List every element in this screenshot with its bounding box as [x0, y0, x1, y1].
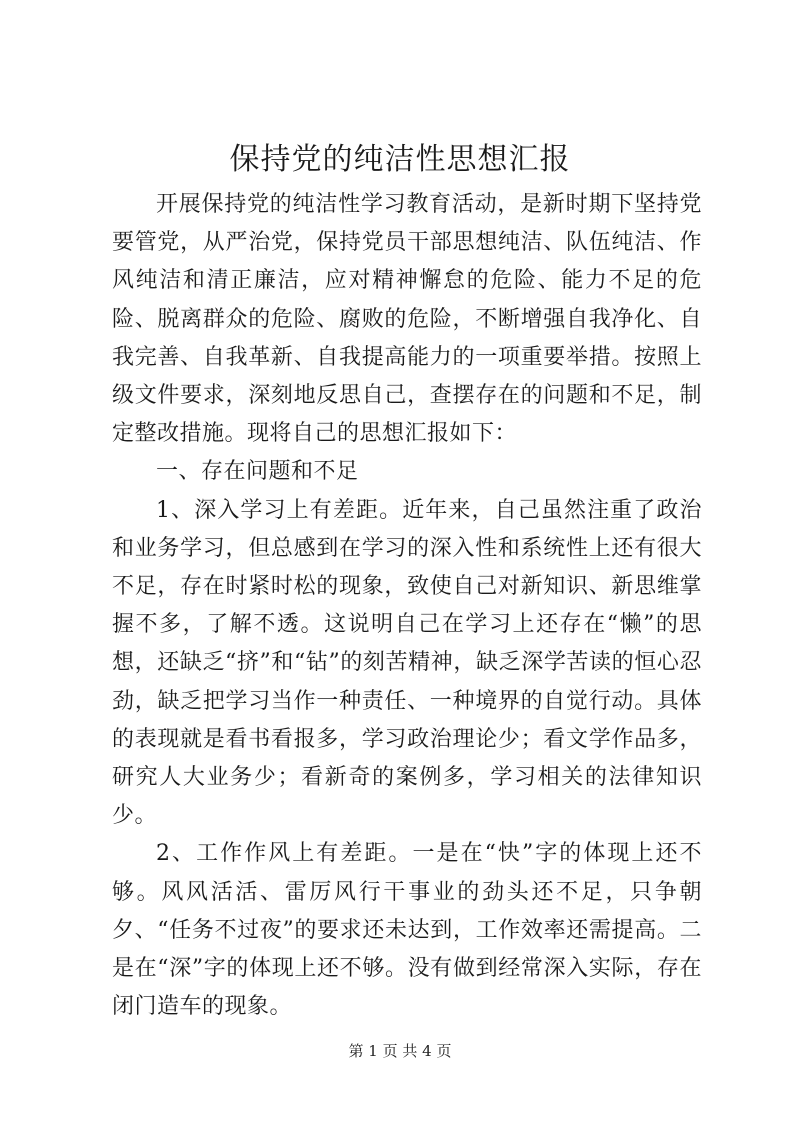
section-heading: 一、存在问题和不足: [156, 459, 359, 485]
issue-paragraph-2: 2、工作作风上有差距。一是在“快”字的体现上还不够。风风活活、雷厉风行干事业的劲头还不足，只争朝夕、“任务不过夜”的要求还未达到，工作效率还需提高。二是在“深”字的体现上还不够。没有做到经常深入实际，存在闭门造车的现象。: [112, 841, 702, 1020]
intro-paragraph: 开展保持党的纯洁性学习教育活动，是新时期下坚持党要管党，从严治党，保持党员干部思想纯洁、队伍纯洁、作风纯洁和清正廉洁，应对精神懈怠的危险、能力不足的危险、脱离群众的危险、腐败的危险，不断增强自我净化、自我完善、自我革新、自我提高能力的一项重要举措。按照上级文件要求，深刻地反思自己，查摆存在的问题和不足，制定整改措施。现将自己的思想汇报如下：: [112, 192, 702, 447]
issue-paragraph-1: 1、深入学习上有差距。近年来，自己虽然注重了政治和业务学习，但总感到在学习的深入性和系统性上还有很大不足，存在时紧时松的现象，致使自己对新知识、新思维掌握不多，了解不透。这说明自己在学习上还存在“懒”的思想，还缺乏“挤”和“钻”的刻苦精神，缺乏深学苦读的恒心忍劲，缺乏把学习当作一种责任、一种境界的自觉行动。具体的表现就是看书看报多，学习政治理论少；看文学作品多，研究人大业务少；看新奇的案例多，学习相关的法律知识少。: [112, 497, 702, 829]
page-number-footer: 第 1 页 共 4 页: [348, 1042, 452, 1060]
document-body: [112, 186, 702, 1026]
document-title: 保持党的纯洁性思想汇报: [229, 142, 571, 177]
